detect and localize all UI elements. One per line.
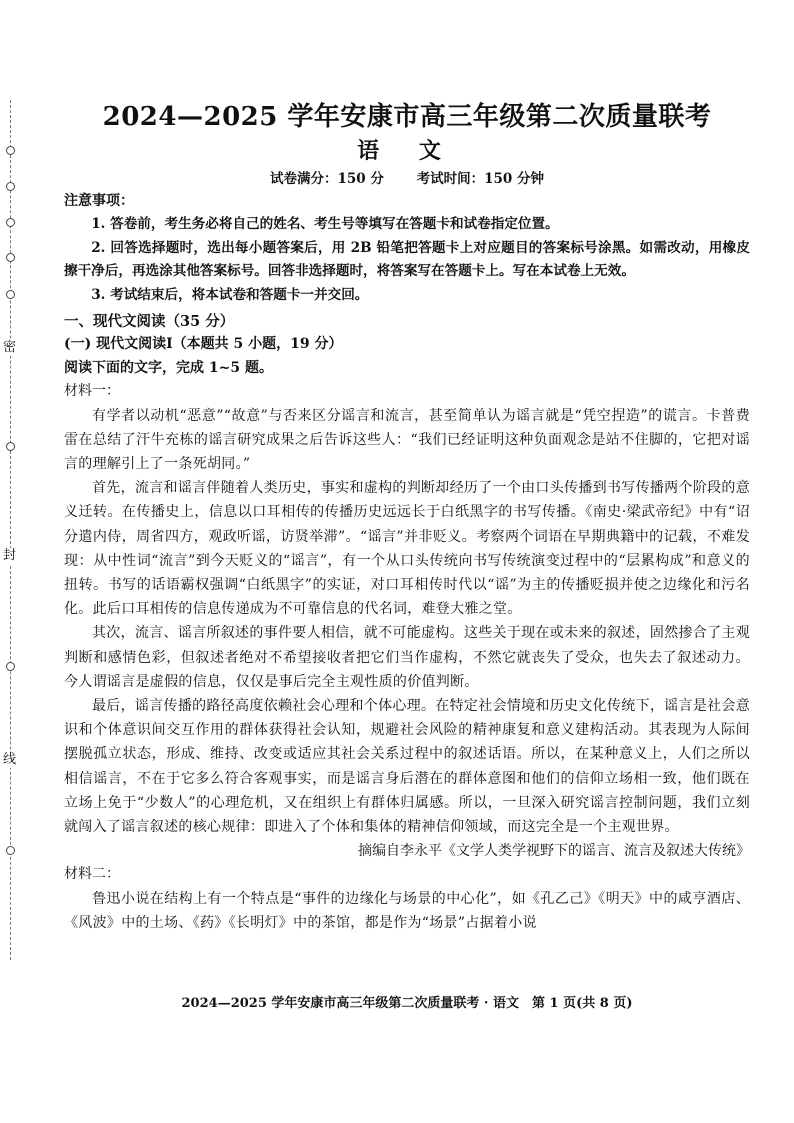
margin-char-xian: 线 [3, 752, 17, 767]
binding-hole [6, 442, 15, 451]
binding-hole [6, 182, 15, 191]
binding-line [10, 100, 11, 960]
notice-item: 2. 回答选择题时，选出每小题答案后，用 2B 铅笔把答题卡上对应题目的答案标号涂黑。如需改动，用橡皮擦干净后，再选涂其他答案标号。回答非选择题时，将答案写在答题卡上。写在本试卷上无效。 [64, 239, 750, 279]
material-two-paragraph: 鲁迅小说在结构上有一个特点是“事件的边缘化与场景的中心化”，如《孔乙己》《明天》中的咸亨酒店、《风波》中的土场、《药》《长明灯》中的茶馆，都是作为“场景”占据着小说 [64, 890, 750, 931]
sub-section-heading: (一) 现代文阅读Ⅰ（本题共 5 小题，19 分） [64, 336, 343, 352]
exam-subject: 语 文 [357, 138, 457, 164]
binding-hole [6, 146, 15, 155]
margin-char-feng: 封 [3, 548, 17, 563]
exam-time: 考试时间：150 分钟 [416, 171, 544, 187]
page-footer: 2024—2025 学年安康市高三年级第二次质量联考 · 语文 第 1 页(共 8 页) [181, 996, 633, 1011]
reading-instruction: 阅读下面的文字，完成 1~5 题。 [64, 359, 273, 376]
material-one-paragraph: 有学者以动机“恶意”“故意”与否来区分谣言和流言，甚至简单认为谣言就是“凭空捏造”的谎言。卡普费雷在总结了汗牛充栋的谣言研究成果之后告诉这些人：“我们已经证明这种负面观念是站不住脚的，它把对谣言的理解引上了一条死胡同。” [64, 407, 750, 472]
notice-item: 3. 考试结束后，将本试卷和答题卡一并交回。 [91, 286, 369, 303]
binding-hole [6, 218, 15, 227]
notice-heading: 注意事项： [64, 193, 134, 209]
material-one-paragraph: 最后，谣言传播的路径高度依赖社会心理和个体心理。在特定社会情境和历史文化传统下，谣言是社会意识和个体意识间交互作用的群体获得社会认知，规避社会风险的精神康复和意义建构活动。其表现为人际间摆脱孤立状态，形成、维持、改变或适应其社会关系过程中的叙述话语。所以，在某种意义上，人们之所以相信谣言，不在于它多么符合客观事实，而是谣言身后潜在的群体意图和他们的信仰立场相一致，他们既在立场上免于“少数人”的心理危机，又在组织上有群体归属感。所以，一旦深入研究谣言控制问题，我们立刻就闯入了谣言叙述的核心规律：即进入了个体和集体的精神信仰领域，而这完全是一个主观世界。 [64, 697, 750, 835]
exam-meta [64, 168, 750, 190]
binding-hole [6, 846, 15, 855]
material-two-label: 材料二： [64, 866, 120, 883]
exam-score: 试卷满分：150 分 [270, 171, 384, 187]
material-one-source: 摘编自李永平《文学人类学视野下的谣言、流言及叙述大传统》 [358, 843, 750, 860]
binding-hole [6, 662, 15, 671]
exam-page [64, 100, 750, 935]
exam-title: 2024—2025 学年安康市高三年级第二次质量联考 [102, 102, 712, 132]
material-one-label: 材料一： [64, 383, 120, 399]
material-one-paragraph: 其次，流言、谣言所叙述的事件要人相信，就不可能虚构。这些关于现在或未来的叙述，固然掺合了主观判断和感情色彩，但叙述者绝对不希望接收者把它们当作虚构，不然它就丧失了受众，也失去了叙述动力。今人谓谣言是虚假的信息，仅仅是事后完全主观性质的价值判断。 [64, 625, 750, 690]
margin-char-mi: 密 [3, 340, 17, 355]
section-heading: 一、现代文阅读（35 分） [64, 313, 235, 330]
binding-hole [6, 253, 15, 262]
notice-item: 1. 答卷前，考生务必将自己的姓名、考生号等填写在答题卡和试卷指定位置。 [91, 216, 559, 232]
material-one-paragraph: 首先，流言和谣言伴随着人类历史，事实和虚构的判断却经历了一个由口头传播到书写传播两个阶段的意义迁转。在传播史上，信息以口耳相传的传播历史远远长于白纸黑字的书写传播。《南史·梁武帝纪》中有“诏分遣内侍，周省四方，观政听谣，访贤举滞”。“谣言”并非贬义。考察两个词语在早期典籍中的记载，不难发现：从中性词“流言”到今天贬义的“谣言”，有一个从口头传统向书写传统演变过程中的“层累构成”和意义的扭转。书写的话语霸权强调“白纸黑字”的实证，对口耳相传时代以“谣”为主的传播贬损并使之边缘化和污名化。此后口耳相传的信息传递成为不可靠信息的代名词，难登大雅之堂。 [64, 480, 750, 618]
binding-hole [6, 290, 15, 299]
